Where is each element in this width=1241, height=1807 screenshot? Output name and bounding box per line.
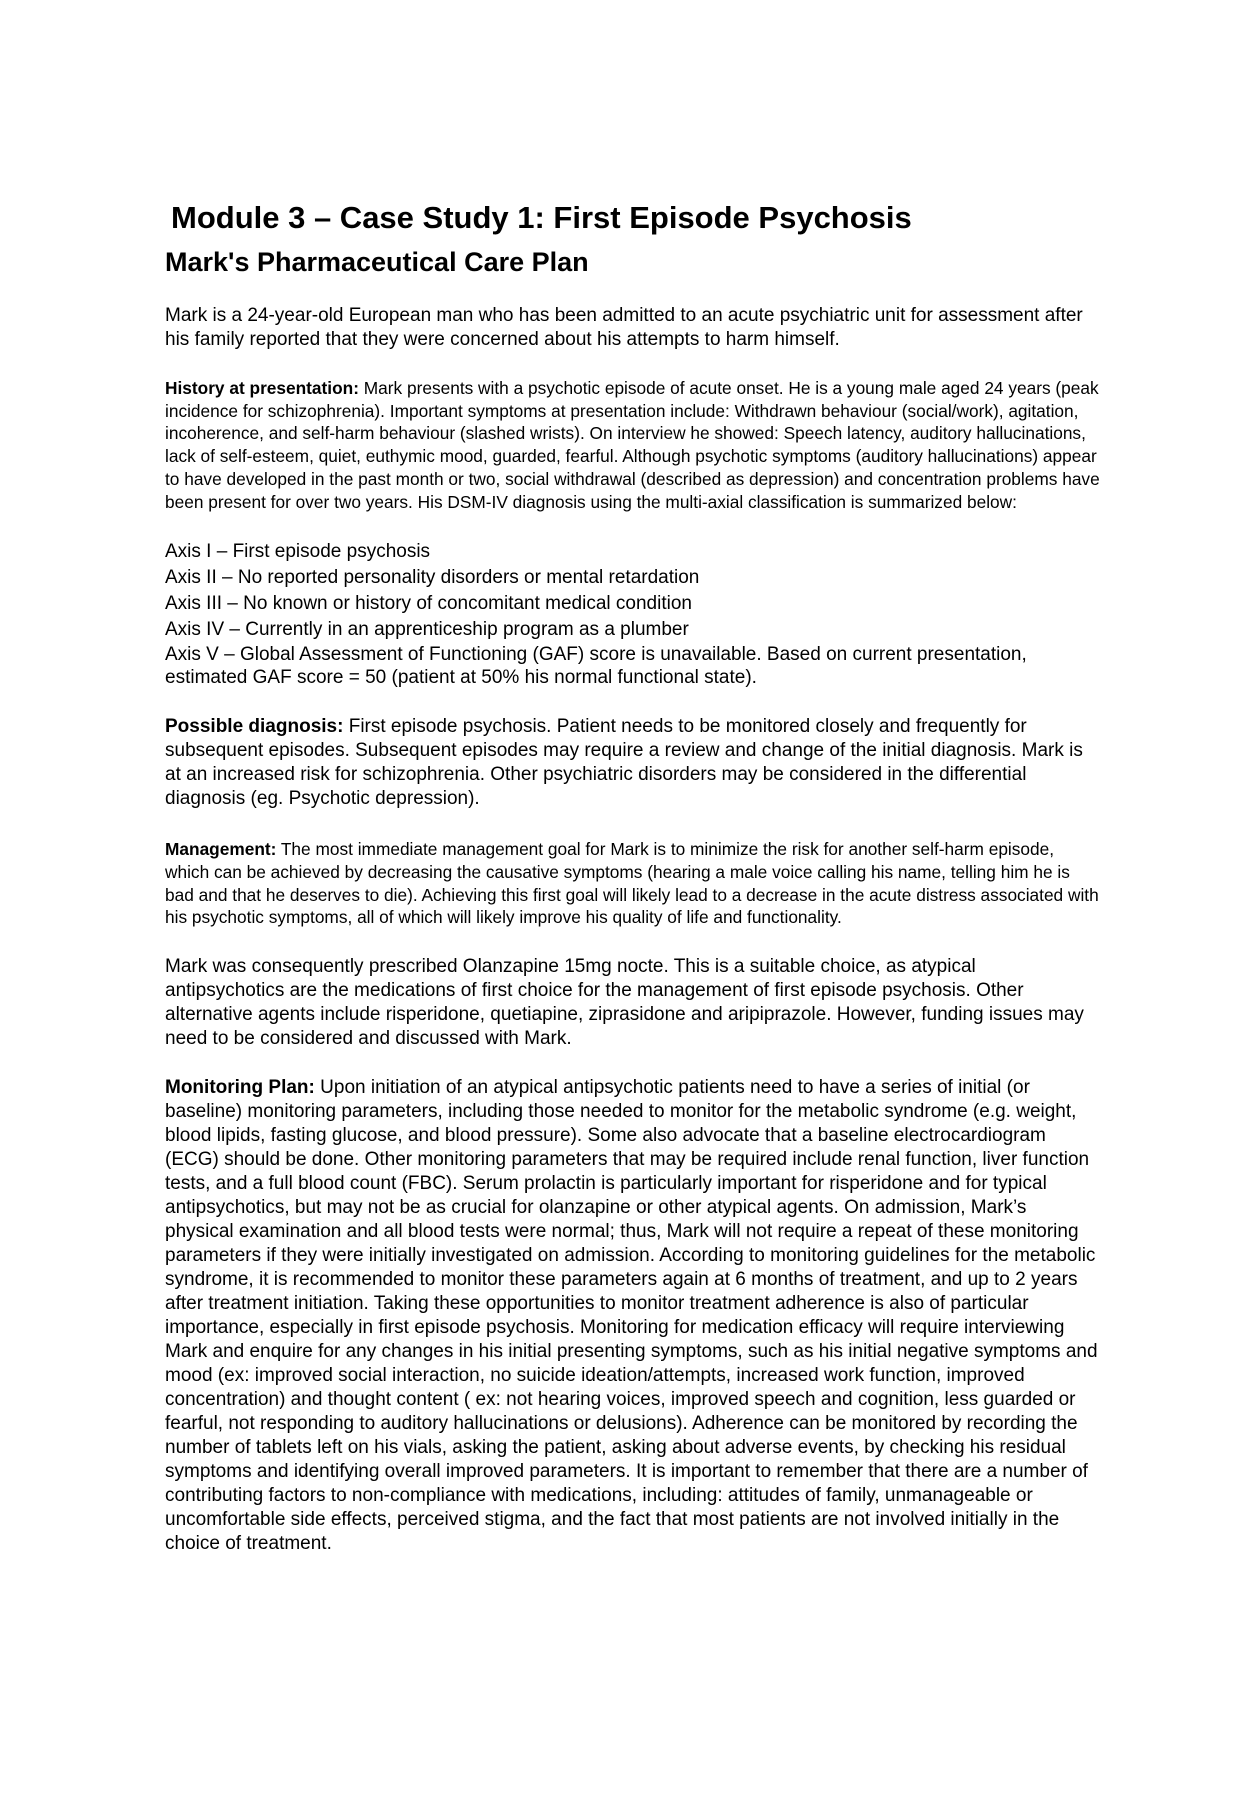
history-text: Mark presents with a psychotic episode of acute onset. He is a young male aged 24 years (peak incidence for schizophrenia). Important symptoms at presentation include: Withdrawn behaviour (social/work), agitation, incoherence, and self-harm behaviour (slashed wrists). On interview he showed: Speech latency, auditory hallucinations, lack of self-esteem, quiet, euthymic mood, guarded, fearful. Although psychotic symptoms (auditory hallucinations) appear to have developed in the past month or two, social withdrawal (described as depression) and concentration problems have been present for over two years. His DSM-IV diagnosis using the multi-axial classification is summarized below:	[165, 378, 1100, 512]
axis-item-5: Axis V – Global Assessment of Functioning (GAF) score is unavailable. Based on current presentation, estimated GAF score = 50 (patient at 50% his normal functional state).	[165, 644, 1027, 689]
monitoring-heading: Monitoring Plan:	[165, 1077, 315, 1099]
diagnosis-heading: Possible diagnosis:	[165, 716, 344, 738]
diagnosis-paragraph	[165, 715, 1100, 811]
axis-item-3: Axis III – No known or history of concomitant medical condition	[165, 593, 692, 615]
document-subtitle: Mark's Pharmaceutical Care Plan	[165, 247, 589, 277]
intro-paragraph: Mark is a 24-year-old European man who has been admitted to an acute psychiatric unit for assessment after his family reported that they were concerned about his attempts to harm himself.	[165, 305, 1083, 350]
axis-item-2: Axis II – No reported personality disorders or mental retardation	[165, 567, 700, 589]
history-heading: History at presentation:	[165, 378, 359, 398]
axes-list	[165, 539, 1100, 689]
management-paragraph	[165, 838, 1100, 929]
document-page	[165, 200, 1100, 1556]
history-paragraph	[165, 377, 1100, 513]
monitoring-text: Upon initiation of an atypical antipsychotic patients need to have a series of initial (or baseline) monitoring parameters, including those needed to monitor for the metabolic syndrome (e.g. weight, blood lipids, fasting glucose, and blood pressure). Some also advocate that a baseline electrocardiogram (ECG) should be done. Other monitoring parameters that may be required include renal function, liver function tests, and a full blood count (FBC). Serum prolactin is particularly important for risperidone and for typical antipsychotics, but may not be as crucial for olanzapine or other atypical agents. On admission, Mark’s physical examination and all blood tests were normal; thus, Mark will not require a repeat of these monitoring parameters if they were initially investigated on admission. According to monitoring guidelines for the metabolic syndrome, it is recommended to monitor these parameters again at 6 months of treatment, and up to 2 years after treatment initiation. Taking these opportunities to monitor treatment adherence is also of particular importance, especially in first episode psychosis. Monitoring for medication efficacy will require interviewing Mark and enquire for any changes in his initial presenting symptoms, such as his initial negative symptoms and mood (ex: improved social interaction, no suicide ideation/attempts, increased work function, improved concentration) and thought content ( ex: not hearing voices, improved speech and cognition, less guarded or fearful, not responding to auditory hallucinations or delusions). Adherence can be monitored by recording the number of tablets left on his vials, asking the patient, asking about adverse events, by checking his residual symptoms and identifying overall improved parameters. It is important to remember that there are a number of contributing factors to non-compliance with medications, including: attitudes of family, unmanageable or uncomfortable side effects, perceived stigma, and the fact that most patients are not involved initially in the choice of treatment.	[165, 1077, 1098, 1555]
monitoring-paragraph	[165, 1076, 1100, 1556]
axis-item-4: Axis IV – Currently in an apprenticeship program as a plumber	[165, 619, 689, 641]
document-title: Module 3 – Case Study 1: First Episode Psychosis	[171, 200, 912, 235]
axis-item-1: Axis I – First episode psychosis	[165, 541, 431, 563]
diagnosis-text: First episode psychosis. Patient needs to be monitored closely and frequently for subsequent episodes. Subsequent episodes may require a review and change of the initial diagnosis. Mark is at an increased risk for schizophrenia. Other psychiatric disorders may be considered in the differential diagnosis (eg. Psychotic depression).	[165, 716, 1083, 810]
prescription-paragraph: Mark was consequently prescribed Olanzapine 15mg nocte. This is a suitable choice, as atypical antipsychotics are the medications of first choice for the management of first episode psychosis. Other alternative agents include risperidone, quetiapine, ziprasidone and aripiprazole. However, funding issues may need to be considered and discussed with Mark.	[165, 956, 1084, 1050]
management-text: The most immediate management goal for Mark is to minimize the risk for another self-harm episode, which can be achieved by decreasing the causative symptoms (hearing a male voice calling his name, telling him he is bad and that he deserves to die). Achieving this first goal will likely lead to a decrease in the acute distress associated with his psychotic symptoms, all of which will likely improve his quality of life and functionality.	[165, 839, 1099, 928]
management-heading: Management:	[165, 839, 277, 860]
